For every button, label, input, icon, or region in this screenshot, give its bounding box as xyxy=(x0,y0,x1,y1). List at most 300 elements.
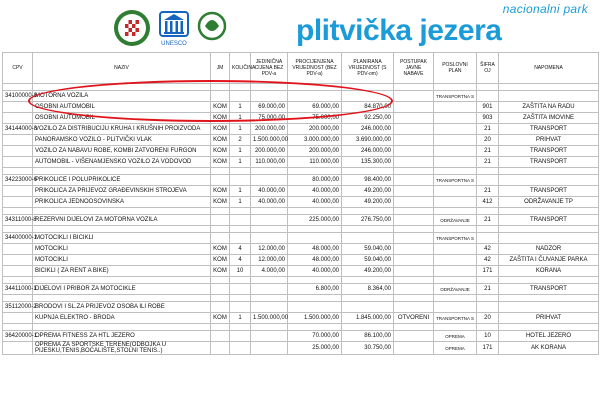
cell-jed: 40.000,00 xyxy=(251,197,288,208)
table-row xyxy=(3,233,599,244)
table-row xyxy=(3,331,599,342)
table-cell xyxy=(499,295,599,302)
cell-post xyxy=(394,266,434,277)
cell-proc: 200.000,00 xyxy=(288,146,342,157)
table-row xyxy=(3,91,599,102)
table-cell xyxy=(342,295,394,302)
cell-post xyxy=(394,197,434,208)
cell-nap xyxy=(499,175,599,186)
cell-nap: TRANSPORT xyxy=(499,186,599,197)
table-cell xyxy=(33,295,211,302)
cell-plan: 276.750,00 xyxy=(342,215,394,226)
blank-row xyxy=(3,324,599,331)
table-cell xyxy=(3,277,33,284)
cell-jed xyxy=(251,233,288,244)
table-cell xyxy=(342,277,394,284)
col-kolicina: KOLIČINA xyxy=(230,53,251,84)
col-poslovni-plan: POSLOVNI PLAN xyxy=(434,53,477,84)
cell-jed: 75.000,00 xyxy=(251,113,288,124)
cell-nap: HOTEL JEZERO xyxy=(499,331,599,342)
cell-plan: 92.250,00 xyxy=(342,113,394,124)
table-cell xyxy=(342,208,394,215)
cell-nap xyxy=(499,302,599,313)
blank-row xyxy=(3,295,599,302)
table-cell xyxy=(499,324,599,331)
table-row xyxy=(3,102,599,113)
table-row xyxy=(3,135,599,146)
cell-plan xyxy=(342,302,394,313)
cell-cpv xyxy=(3,244,33,255)
cell-naziv: MOTOCIKLI xyxy=(33,244,211,255)
cell-cpv: 34144000-8 xyxy=(3,124,33,135)
cell-cpv: 34223000-6 xyxy=(3,175,33,186)
cell-nap: TRANSPORT xyxy=(499,124,599,135)
cell-jm: KOM xyxy=(211,313,230,324)
table-cell xyxy=(394,324,434,331)
table-cell xyxy=(477,168,499,175)
cell-post xyxy=(394,186,434,197)
col-naziv: NAZIV xyxy=(33,53,211,84)
cell-post xyxy=(394,157,434,168)
cell-jm: KOM xyxy=(211,244,230,255)
cell-kol: 1 xyxy=(230,102,251,113)
table-row xyxy=(3,255,599,266)
cell-jm xyxy=(211,175,230,186)
cell-proc: 40.000,00 xyxy=(288,197,342,208)
table-header-row xyxy=(3,53,599,84)
table-cell xyxy=(394,84,434,91)
cell-jed: 1.500.000,00 xyxy=(251,313,288,324)
cell-jed xyxy=(251,331,288,342)
cell-jed: 40.000,00 xyxy=(251,186,288,197)
cell-jm xyxy=(211,342,230,355)
cell-sifra: 21 xyxy=(477,215,499,226)
cell-proc: 25.000,00 xyxy=(288,342,342,355)
table-row xyxy=(3,175,599,186)
cell-post xyxy=(394,244,434,255)
table-row xyxy=(3,146,599,157)
cell-plan: 246.000,00 xyxy=(342,146,394,157)
table-cell xyxy=(288,168,342,175)
table-cell xyxy=(33,84,211,91)
cell-jed xyxy=(251,175,288,186)
cell-cpv xyxy=(3,197,33,208)
cell-pp: TRANSPORTNA S xyxy=(434,233,477,244)
cell-sifra: 21 xyxy=(477,124,499,135)
cell-post xyxy=(394,146,434,157)
cell-post xyxy=(394,175,434,186)
cell-cpv xyxy=(3,157,33,168)
col-jedinicna-cijena: JEDINIČNA CIJENA BEZ PDV-a xyxy=(251,53,288,84)
cell-naziv: PRIKOLICA JEDNOOSOVINSKA xyxy=(33,197,211,208)
cell-post xyxy=(394,135,434,146)
cell-cpv: 36420000-1 xyxy=(3,331,33,342)
cell-pp: ODRŽAVANJE xyxy=(434,215,477,226)
table-row xyxy=(3,313,599,324)
cell-proc: 6.800,00 xyxy=(288,284,342,295)
cell-nap: TRANSPORT xyxy=(499,284,599,295)
cell-sifra: 412 xyxy=(477,197,499,208)
table-cell xyxy=(434,84,477,91)
cell-jed xyxy=(251,215,288,226)
table-cell xyxy=(288,295,342,302)
cell-kol: 2 xyxy=(230,135,251,146)
cell-proc: 225.000,00 xyxy=(288,215,342,226)
table-cell xyxy=(434,168,477,175)
table-row xyxy=(3,244,599,255)
cell-sifra: 10 xyxy=(477,331,499,342)
cell-nap: TRANSPORT xyxy=(499,157,599,168)
cell-proc: 48.000,00 xyxy=(288,244,342,255)
unesco-temple-icon xyxy=(156,8,192,48)
table-cell xyxy=(211,226,230,233)
table-row xyxy=(3,342,599,355)
table-cell xyxy=(477,277,499,284)
cell-post xyxy=(394,342,434,355)
cell-naziv: OSOBNI AUTOMOBIL xyxy=(33,113,211,124)
cell-pp xyxy=(434,197,477,208)
cell-naziv: OPREMA ZA SPORTSKE TERENE(ODBOJKA U PIJESKU,TENIS,BOĆALIŠTE,STOLNI TENIS..) xyxy=(33,342,211,355)
cell-plan: 246.000,00 xyxy=(342,124,394,135)
cell-naziv: OPREMA FITNESS ZA HTL JEZERO xyxy=(33,331,211,342)
cell-plan: 98.400,00 xyxy=(342,175,394,186)
cell-post xyxy=(394,124,434,135)
cell-kol: 1 xyxy=(230,124,251,135)
cell-cpv xyxy=(3,102,33,113)
cell-jm xyxy=(211,233,230,244)
table-cell xyxy=(211,168,230,175)
cell-proc: 69.000,00 xyxy=(288,102,342,113)
cell-pp: TRANSPORTNA S xyxy=(434,91,477,102)
table-cell xyxy=(288,324,342,331)
table-body xyxy=(3,84,599,355)
cell-jm xyxy=(211,91,230,102)
cell-sifra xyxy=(477,91,499,102)
cell-kol: 1 xyxy=(230,113,251,124)
cell-kol xyxy=(230,302,251,313)
cell-nap: ZAŠTITA NA RADU xyxy=(499,102,599,113)
cell-nap: NADZOR xyxy=(499,244,599,255)
cell-pp xyxy=(434,255,477,266)
cell-naziv: OSOBNI AUTOMOBIL xyxy=(33,102,211,113)
cell-plan xyxy=(342,233,394,244)
table-cell xyxy=(394,168,434,175)
cell-post: OTVORENI xyxy=(394,313,434,324)
cell-kol xyxy=(230,284,251,295)
table-cell xyxy=(477,208,499,215)
table-cell xyxy=(434,295,477,302)
cell-naziv: KUPNJA ELEKTRO - BRODA xyxy=(33,313,211,324)
blank-row xyxy=(3,226,599,233)
cell-naziv: PRIKOLICE I POLUPRIKOLICE xyxy=(33,175,211,186)
col-procijenjena: PROCIJENJENA VRIJEDNOST (BEZ PDV-a) xyxy=(288,53,342,84)
cell-naziv: BICIKLI ( ZA RENT A BIKE) xyxy=(33,266,211,277)
cell-post xyxy=(394,233,434,244)
cell-pp xyxy=(434,244,477,255)
cell-cpv xyxy=(3,313,33,324)
cell-jm: KOM xyxy=(211,102,230,113)
cell-plan: 8.364,00 xyxy=(342,284,394,295)
cell-nap: PRIHVAT xyxy=(499,135,599,146)
cell-pp: ODRŽAVANJE xyxy=(434,284,477,295)
table-cell xyxy=(342,324,394,331)
cell-post xyxy=(394,302,434,313)
cell-jm xyxy=(211,215,230,226)
cell-sifra: 901 xyxy=(477,102,499,113)
cell-proc: 70.000,00 xyxy=(288,331,342,342)
table-cell xyxy=(434,277,477,284)
national-park-label: nacionalni park xyxy=(502,2,588,16)
cell-kol: 1 xyxy=(230,197,251,208)
table-row xyxy=(3,113,599,124)
brand-wordmark xyxy=(296,2,596,52)
cell-naziv: VOZILO ZA DISTRIBUCIJU KRUHA I KRUŠNIH PROIZVODA xyxy=(33,124,211,135)
table-cell xyxy=(434,324,477,331)
cell-post xyxy=(394,284,434,295)
cell-cpv: 34311000-8 xyxy=(3,215,33,226)
cell-jed: 1.500.000,00 xyxy=(251,135,288,146)
cell-nap xyxy=(499,91,599,102)
col-planirana: PLANIRANA VRIJEDNOST (S PDV-om) xyxy=(342,53,394,84)
cell-pp xyxy=(434,266,477,277)
table-cell xyxy=(434,226,477,233)
table-cell xyxy=(288,84,342,91)
cell-sifra: 171 xyxy=(477,342,499,355)
cell-jm: KOM xyxy=(211,197,230,208)
cell-pp xyxy=(434,146,477,157)
table-cell xyxy=(394,226,434,233)
cell-nap: KORANA xyxy=(499,266,599,277)
cell-sifra: 171 xyxy=(477,266,499,277)
cell-naziv: MOTOCIKLI xyxy=(33,255,211,266)
table-cell xyxy=(3,226,33,233)
cell-jm: KOM xyxy=(211,135,230,146)
col-napomena: NAPOMENA xyxy=(499,53,599,84)
cell-pp xyxy=(434,302,477,313)
table-cell xyxy=(211,324,230,331)
cell-jm: KOM xyxy=(211,255,230,266)
cell-plan: 135.300,00 xyxy=(342,157,394,168)
table-row xyxy=(3,284,599,295)
table-cell xyxy=(211,84,230,91)
table-cell xyxy=(33,226,211,233)
cell-post xyxy=(394,102,434,113)
cell-kol: 10 xyxy=(230,266,251,277)
table-cell xyxy=(230,84,251,91)
table-cell xyxy=(251,168,288,175)
table-cell xyxy=(33,208,211,215)
cell-proc: 40.000,00 xyxy=(288,266,342,277)
cell-sifra: 21 xyxy=(477,146,499,157)
blank-row xyxy=(3,277,599,284)
blank-row xyxy=(3,168,599,175)
cell-kol xyxy=(230,233,251,244)
cell-jm: KOM xyxy=(211,157,230,168)
table-cell xyxy=(288,277,342,284)
cell-naziv: BRODOVI I SL.ZA PRIJEVOZ OSOBA ILI ROBE xyxy=(33,302,211,313)
cell-nap: TRANSPORT xyxy=(499,146,599,157)
cell-proc xyxy=(288,302,342,313)
cell-post xyxy=(394,91,434,102)
cell-cpv xyxy=(3,135,33,146)
cell-pp xyxy=(434,102,477,113)
cell-sifra xyxy=(477,302,499,313)
cell-pp: TRANSPORTNA S xyxy=(434,313,477,324)
col-sifra-oj: ŠIFRA OJ xyxy=(477,53,499,84)
table-row xyxy=(3,197,599,208)
cell-jm: KOM xyxy=(211,113,230,124)
cell-pp xyxy=(434,157,477,168)
cell-proc: 3.000.000,00 xyxy=(288,135,342,146)
cell-kol xyxy=(230,331,251,342)
col-postupak: POSTUPAK JAVNE NABAVE xyxy=(394,53,434,84)
cell-pp xyxy=(434,124,477,135)
cell-cpv: 34400000-1 xyxy=(3,233,33,244)
cell-cpv: 35112000-2 xyxy=(3,302,33,313)
cell-naziv: PANORAMSKO VOZILO - PLITVIČKI VLAK xyxy=(33,135,211,146)
cell-nap: AK KORANA xyxy=(499,342,599,355)
cell-sifra: 903 xyxy=(477,113,499,124)
cell-sifra xyxy=(477,175,499,186)
table-cell xyxy=(434,208,477,215)
cell-proc: 1.500.000,00 xyxy=(288,313,342,324)
table-cell xyxy=(211,208,230,215)
cell-jed xyxy=(251,284,288,295)
cell-proc xyxy=(288,233,342,244)
table-cell xyxy=(499,277,599,284)
cell-naziv: PRIKOLICA ZA PRIJEVOZ GRAĐEVINSKIH STROJEVA xyxy=(33,186,211,197)
table-cell xyxy=(394,277,434,284)
cell-jed: 12.000,00 xyxy=(251,244,288,255)
table-cell xyxy=(230,168,251,175)
cell-cpv xyxy=(3,146,33,157)
cell-naziv: MOTORNA VOZILA xyxy=(33,91,211,102)
cell-sifra: 21 xyxy=(477,284,499,295)
table-cell xyxy=(211,277,230,284)
cell-cpv xyxy=(3,266,33,277)
table-cell xyxy=(342,226,394,233)
unesco-label: UNESCO xyxy=(161,41,187,47)
cell-kol: 1 xyxy=(230,313,251,324)
cell-jed xyxy=(251,302,288,313)
table-cell xyxy=(342,84,394,91)
cell-cpv: 34100000-8 xyxy=(3,91,33,102)
cell-nap xyxy=(499,233,599,244)
table-cell xyxy=(230,208,251,215)
table-cell xyxy=(230,226,251,233)
table-cell xyxy=(499,226,599,233)
table-cell xyxy=(477,324,499,331)
cell-plan: 49.200,00 xyxy=(342,197,394,208)
cell-jm: KOM xyxy=(211,124,230,135)
table-cell xyxy=(499,84,599,91)
cell-proc xyxy=(288,91,342,102)
table-row xyxy=(3,157,599,168)
cell-jm: KOM xyxy=(211,186,230,197)
table-cell xyxy=(33,277,211,284)
cell-pp: TRANSPORTNA S xyxy=(434,175,477,186)
cell-jm xyxy=(211,331,230,342)
cell-kol: 1 xyxy=(230,157,251,168)
world-heritage-icon xyxy=(196,8,228,48)
cell-proc: 80.000,00 xyxy=(288,175,342,186)
table-row xyxy=(3,302,599,313)
table-cell xyxy=(251,324,288,331)
cell-plan: 49.200,00 xyxy=(342,266,394,277)
table-cell xyxy=(288,226,342,233)
cell-pp xyxy=(434,113,477,124)
cell-plan: 59.040,00 xyxy=(342,255,394,266)
blank-row xyxy=(3,84,599,91)
cell-kol: 4 xyxy=(230,255,251,266)
cell-naziv: AUTOMOBIL - VIŠENAMJENSKO VOZILO ZA VODOVOD xyxy=(33,157,211,168)
cell-naziv: VOZILO ZA NABAVU ROBE, KOMBI ZATVORENI FURGON xyxy=(33,146,211,157)
cell-post xyxy=(394,331,434,342)
table-cell xyxy=(499,168,599,175)
cell-sifra: 21 xyxy=(477,157,499,168)
table-cell xyxy=(230,277,251,284)
procurement-table xyxy=(2,52,599,355)
cell-jm: KOM xyxy=(211,266,230,277)
table-cell xyxy=(3,168,33,175)
cell-cpv: 34411000-1 xyxy=(3,284,33,295)
table-cell xyxy=(342,168,394,175)
cell-nap: ZAŠTITA IMOVINE xyxy=(499,113,599,124)
cell-jed xyxy=(251,91,288,102)
cell-cpv xyxy=(3,342,33,355)
table-cell xyxy=(477,295,499,302)
cell-cpv xyxy=(3,186,33,197)
cell-jed: 110.000,00 xyxy=(251,157,288,168)
cell-plan: 30.750,00 xyxy=(342,342,394,355)
cell-proc: 200.000,00 xyxy=(288,124,342,135)
cell-plan xyxy=(342,91,394,102)
cell-jed: 200.000,00 xyxy=(251,124,288,135)
table-cell xyxy=(251,84,288,91)
cell-pp xyxy=(434,135,477,146)
cell-naziv: DIJELOVI I PRIBOR ZA MOTOCIKLE xyxy=(33,284,211,295)
table-cell xyxy=(33,324,211,331)
cell-jed: 69.000,00 xyxy=(251,102,288,113)
cell-plan: 84.870,00 xyxy=(342,102,394,113)
cell-sifra: 42 xyxy=(477,244,499,255)
cell-jed xyxy=(251,342,288,355)
cell-naziv: MOTOCIKLI I BICIKLI xyxy=(33,233,211,244)
cell-sifra: 20 xyxy=(477,313,499,324)
table-cell xyxy=(394,208,434,215)
table-cell xyxy=(251,226,288,233)
croatia-coat-of-arms-icon xyxy=(112,8,152,48)
cell-proc: 48.000,00 xyxy=(288,255,342,266)
table-row xyxy=(3,124,599,135)
table-cell xyxy=(477,84,499,91)
table-cell xyxy=(3,324,33,331)
cell-sifra xyxy=(477,233,499,244)
cell-jed: 12.000,00 xyxy=(251,255,288,266)
cell-kol xyxy=(230,215,251,226)
cell-sifra: 42 xyxy=(477,255,499,266)
cell-plan: 1.845.000,00 xyxy=(342,313,394,324)
cell-kol: 4 xyxy=(230,244,251,255)
cell-pp: OPREMA xyxy=(434,331,477,342)
table-cell xyxy=(477,226,499,233)
table-cell xyxy=(251,295,288,302)
brand-name: plitvička jezera xyxy=(296,14,502,47)
table-cell xyxy=(230,324,251,331)
cell-kol xyxy=(230,342,251,355)
cell-proc: 40.000,00 xyxy=(288,186,342,197)
cell-kol: 1 xyxy=(230,146,251,157)
